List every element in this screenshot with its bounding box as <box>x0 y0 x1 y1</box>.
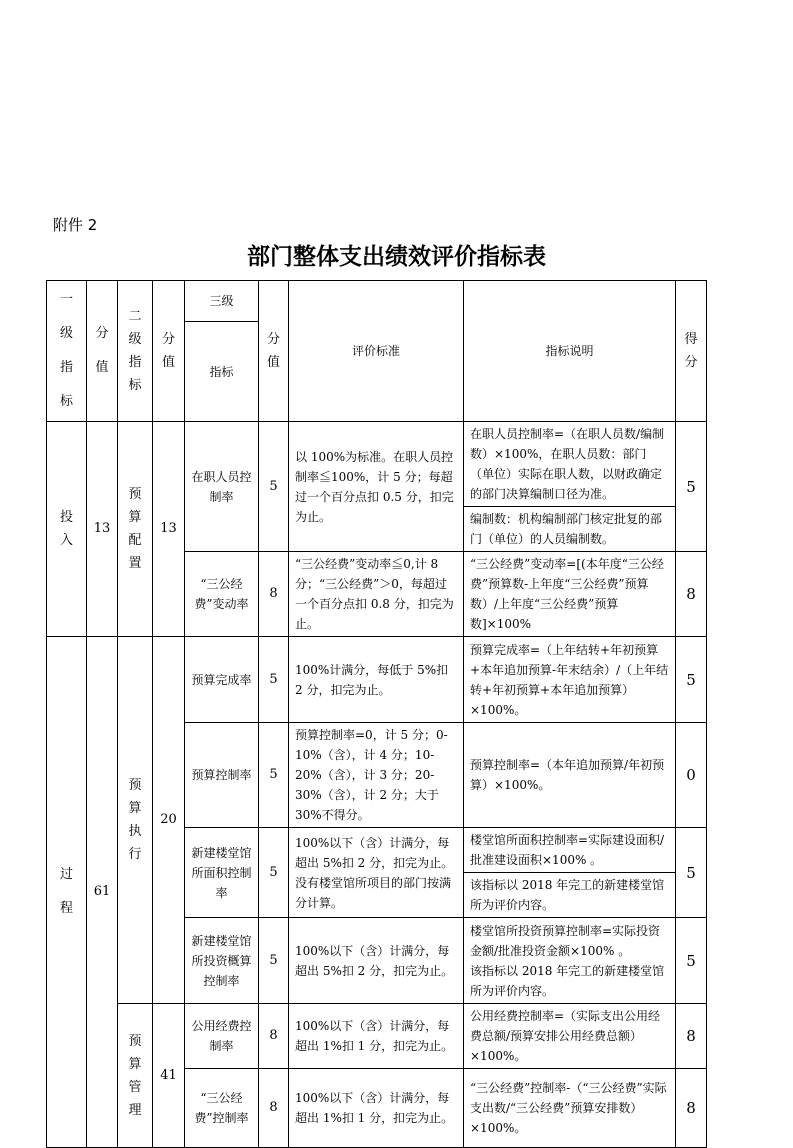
criteria-cell: 100%以下（含）计满分，每超出 1%扣 1 分，扣完为止。 <box>289 1069 464 1148</box>
explanation-text: 楼堂馆所投资预算控制率=实际投资金额/批准投资金额×100% 。 <box>470 923 661 958</box>
subsection-budget-mgmt-value: 41 <box>153 1004 185 1148</box>
subsection-budget-config-label: 预算配置 <box>118 422 153 637</box>
criteria-cell: 100%以下（含）计满分，每超出 5%扣 2 分，扣完为止。 <box>289 918 464 1004</box>
indicator-value: 5 <box>259 422 289 552</box>
indicator-name: 新建楼堂馆所面积控制率 <box>185 828 259 918</box>
indicator-value: 8 <box>259 1004 289 1069</box>
indicator-value: 8 <box>259 552 289 637</box>
header-value2: 分值 <box>153 281 185 422</box>
attachment-label: 附件 2 <box>53 216 98 234</box>
explanation-text-2: 该指标以 2018 年完工的新建楼堂馆所为评价内容。 <box>470 963 665 998</box>
score-cell: 5 <box>676 637 707 723</box>
indicator-value: 8 <box>259 1069 289 1148</box>
criteria-cell: “三公经费”变动率≦0,计 8 分；“三公经费”＞0，每超过一个百分点扣 0.8 分，扣完为止。 <box>289 552 464 637</box>
score-cell: 8 <box>676 1004 707 1069</box>
header-level1: 一级指标 <box>47 281 87 422</box>
header-value3: 分值 <box>259 281 289 422</box>
score-cell: 5 <box>676 918 707 1004</box>
header-level3: 三级 <box>185 281 259 322</box>
score-cell: 8 <box>676 1069 707 1148</box>
indicator-name: 公用经费控制率 <box>185 1004 259 1069</box>
explanation-cell <box>464 918 676 1004</box>
section-process-value: 61 <box>87 637 118 1148</box>
subsection-budget-exec-label: 预算执行 <box>118 637 153 1004</box>
explanation-cell: 楼堂馆所面积控制率=实际建设面积/批准建设面积×100% 。 <box>464 828 676 873</box>
indicator-name: 在职人员控制率 <box>185 422 259 552</box>
indicator-value: 5 <box>259 637 289 723</box>
criteria-cell <box>289 828 464 918</box>
explanation-cell-2: 该指标以 2018 年完工的新建楼堂馆所为评价内容。 <box>464 873 676 918</box>
header-score: 得分 <box>676 281 707 422</box>
subsection-budget-config-value: 13 <box>153 422 185 637</box>
explanation-cell: “三公经费”变动率=[(本年度“三公经费”预算数-上年度“三公经费”预算数）/上年度“三公经费”预算数]×100% <box>464 552 676 637</box>
indicator-name: “三公经费”控制率 <box>185 1069 259 1148</box>
explanation-cell: “三公经费”控制率-（“三公经费”实际支出数/“三公经费”预算安排数）×100%。 <box>464 1069 676 1148</box>
subsection-budget-exec-value: 20 <box>153 637 185 1004</box>
indicator-value: 5 <box>259 828 289 918</box>
indicator-name: 预算完成率 <box>185 637 259 723</box>
indicator-value: 5 <box>259 723 289 828</box>
section-input-value: 13 <box>87 422 118 637</box>
criteria-cell: 100%计满分，每低于 5%扣 2 分，扣完为止。 <box>289 637 464 723</box>
indicator-name: 新建楼堂馆所投资概算控制率 <box>185 918 259 1004</box>
header-explanation: 指标说明 <box>464 281 676 422</box>
header-level2: 二级指标 <box>118 281 153 422</box>
criteria-cell: 预算控制率=0，计 5 分；0-10%（含），计 4 分；10-20%（含），计 3 分；20-30%（含），计 2 分；大于 30%不得分。 <box>289 723 464 828</box>
explanation-cell-2: 编制数：机构编制部门核定批复的部门（单位）的人员编制数。 <box>464 507 676 552</box>
explanation-cell: 预算完成率=（上年结转+年初预算+本年追加预算-年末结余）/（上年结转+年初预算+本年追加预算）×100%。 <box>464 637 676 723</box>
score-cell: 5 <box>676 422 707 552</box>
header-value: 分值 <box>87 281 118 422</box>
score-cell: 0 <box>676 723 707 828</box>
explanation-cell: 在职人员控制率=（在职人员数/编制数）×100%，在职人员数：部门（单位）实际在职人数，以财政确定的部门决算编制口径为准。 <box>464 422 676 507</box>
indicator-name: 预算控制率 <box>185 723 259 828</box>
explanation-cell: 公用经费控制率=（实际支出公用经费总额/预算安排公用经费总额）×100%。 <box>464 1004 676 1069</box>
indicator-table <box>46 280 706 1135</box>
indicator-value: 5 <box>259 918 289 1004</box>
section-input-label: 投入 <box>47 422 87 637</box>
page-title: 部门整体支出绩效评价指标表 <box>247 244 546 270</box>
criteria-cell: 以 100%为标准。在职人员控制率≦100%，计 5 分；每超过一个百分点扣 0.5 分，扣完为止。 <box>289 422 464 552</box>
score-cell: 8 <box>676 552 707 637</box>
score-cell: 5 <box>676 828 707 918</box>
header-level3-sub: 指标 <box>185 322 259 422</box>
criteria-text-2: 没有楼堂馆所项目的部门按满分计算。 <box>295 875 452 910</box>
explanation-cell: 预算控制率=（本年追加预算/年初预算）×100%。 <box>464 723 676 828</box>
criteria-text: 100%以下（含）计满分，每超出 5%扣 2 分，扣完为止。 <box>295 835 454 870</box>
indicator-name: “三公经费”变动率 <box>185 552 259 637</box>
header-criteria: 评价标准 <box>289 281 464 422</box>
subsection-budget-mgmt-label: 预算管理 <box>118 1004 153 1148</box>
section-process-label: 过程 <box>47 637 87 1148</box>
criteria-cell: 100%以下（含）计满分，每超出 1%扣 1 分，扣完为止。 <box>289 1004 464 1069</box>
